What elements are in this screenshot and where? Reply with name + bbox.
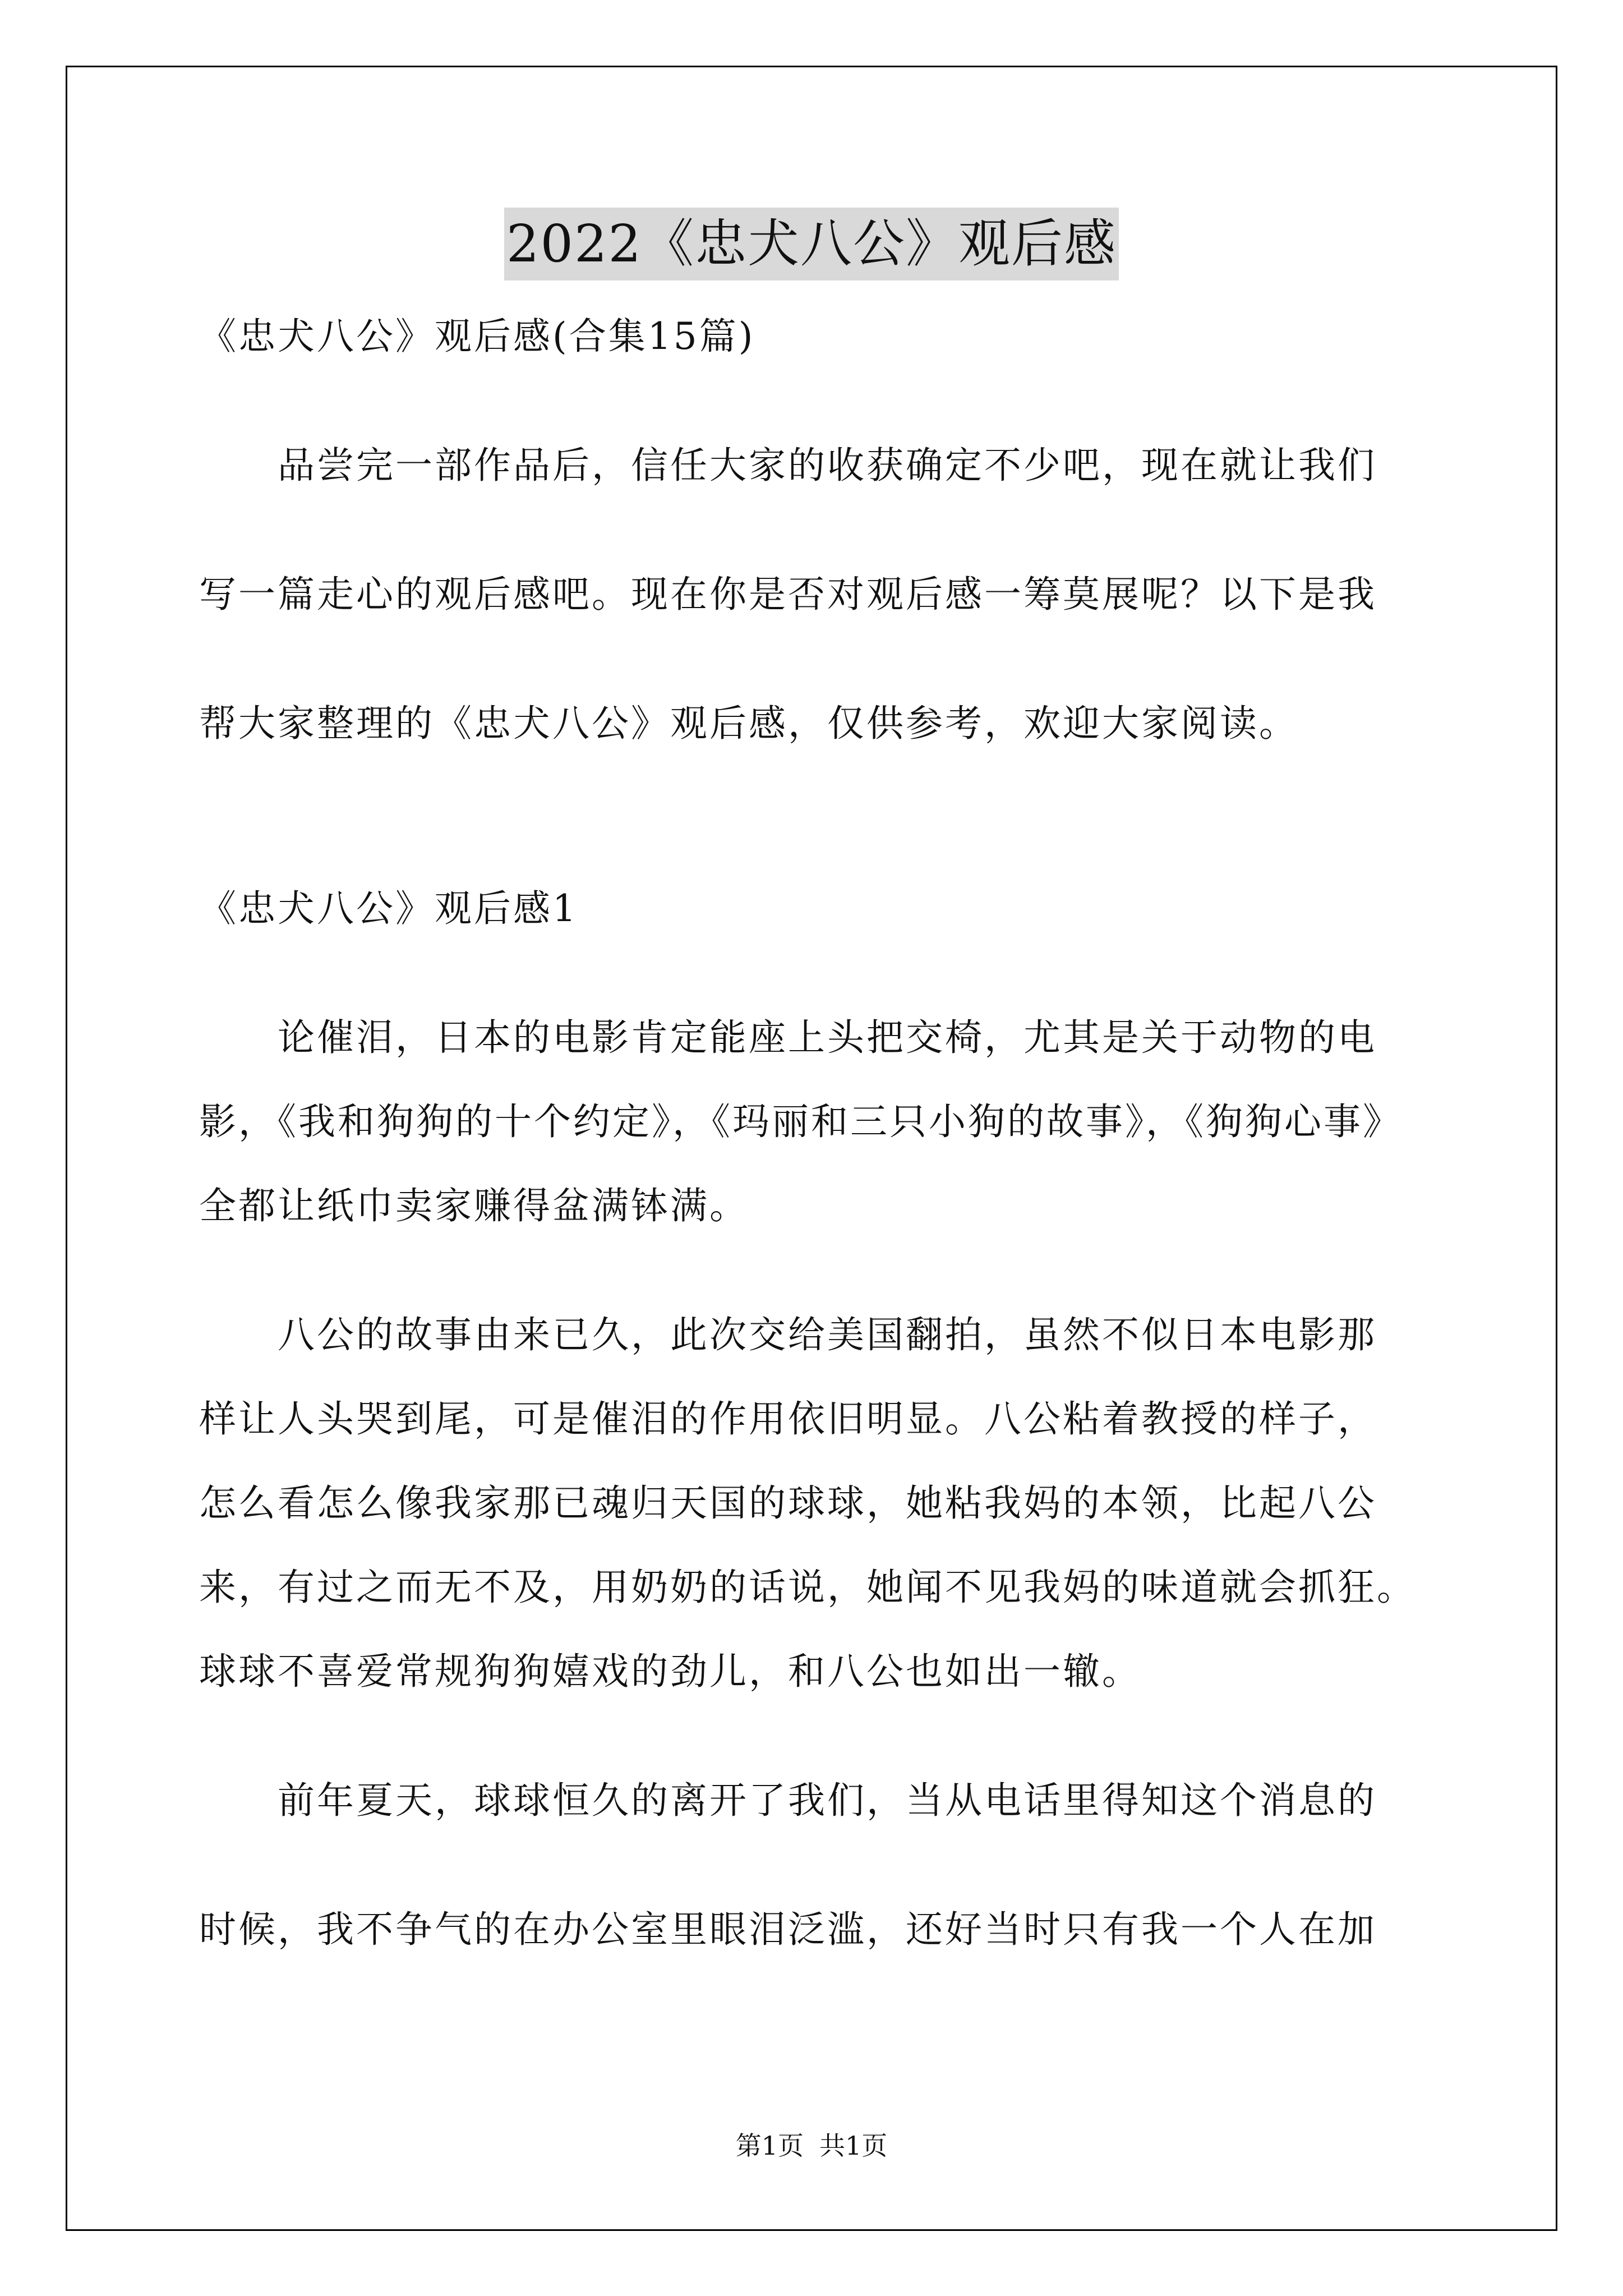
paragraph-line: 八公的故事由来已久，此次交给美国翻拍，虽然不似日本电影那 [199, 1313, 1377, 1356]
paragraph-line: 怎么看怎么像我家那已魂归天国的球球，她粘我妈的本领，比起八公 [199, 1481, 1377, 1525]
paragraph-line: 影，《我和狗狗的十个约定》，《玛丽和三只小狗的故事》，《狗狗心事》 [199, 1100, 1402, 1143]
paragraph-line: 前年夏天，球球恒久的离开了我们，当从电话里得知这个消息的 [199, 1779, 1377, 1822]
paragraph-line: 论催泪，日本的电影肯定能座上头把交椅，尤其是关于动物的电 [199, 1016, 1377, 1059]
document-title: 2022《忠犬八公》观后感 [504, 208, 1119, 280]
paragraph-line: 来，有过之而无不及，用奶奶的话说，她闻不见我妈的味道就会抓狂。 [199, 1566, 1416, 1609]
paragraph-line: 样让人头哭到尾，可是催泪的作用依旧明显。八公粘着教授的样子， [199, 1397, 1377, 1441]
page-number-total: 共1页 [819, 2131, 888, 2161]
page-number-current: 第1页 [735, 2131, 804, 2161]
document-subtitle: 《忠犬八公》观后感(合集15篇) [199, 315, 755, 358]
section-heading: 《忠犬八公》观后感1 [199, 887, 578, 930]
paragraph-line: 时候，我不争气的在办公室里眼泪泛滥，还好当时只有我一个人在加 [199, 1908, 1377, 1951]
title-container [0, 208, 1623, 280]
page-footer [0, 2129, 1623, 2162]
paragraph-line: 帮大家整理的《忠犬八公》观后感，仅供参考，欢迎大家阅读。 [199, 702, 1298, 745]
paragraph-line: 写一篇走心的观后感吧。现在你是否对观后感一筹莫展呢？以下是我 [199, 573, 1377, 616]
paragraph-line: 全都让纸巾卖家赚得盆满钵满。 [199, 1184, 749, 1227]
paragraph-line: 品尝完一部作品后，信任大家的收获确定不少吧，现在就让我们 [199, 444, 1377, 487]
paragraph-line: 球球不喜爱常规狗狗嬉戏的劲儿，和八公也如出一辙。 [199, 1650, 1141, 1693]
